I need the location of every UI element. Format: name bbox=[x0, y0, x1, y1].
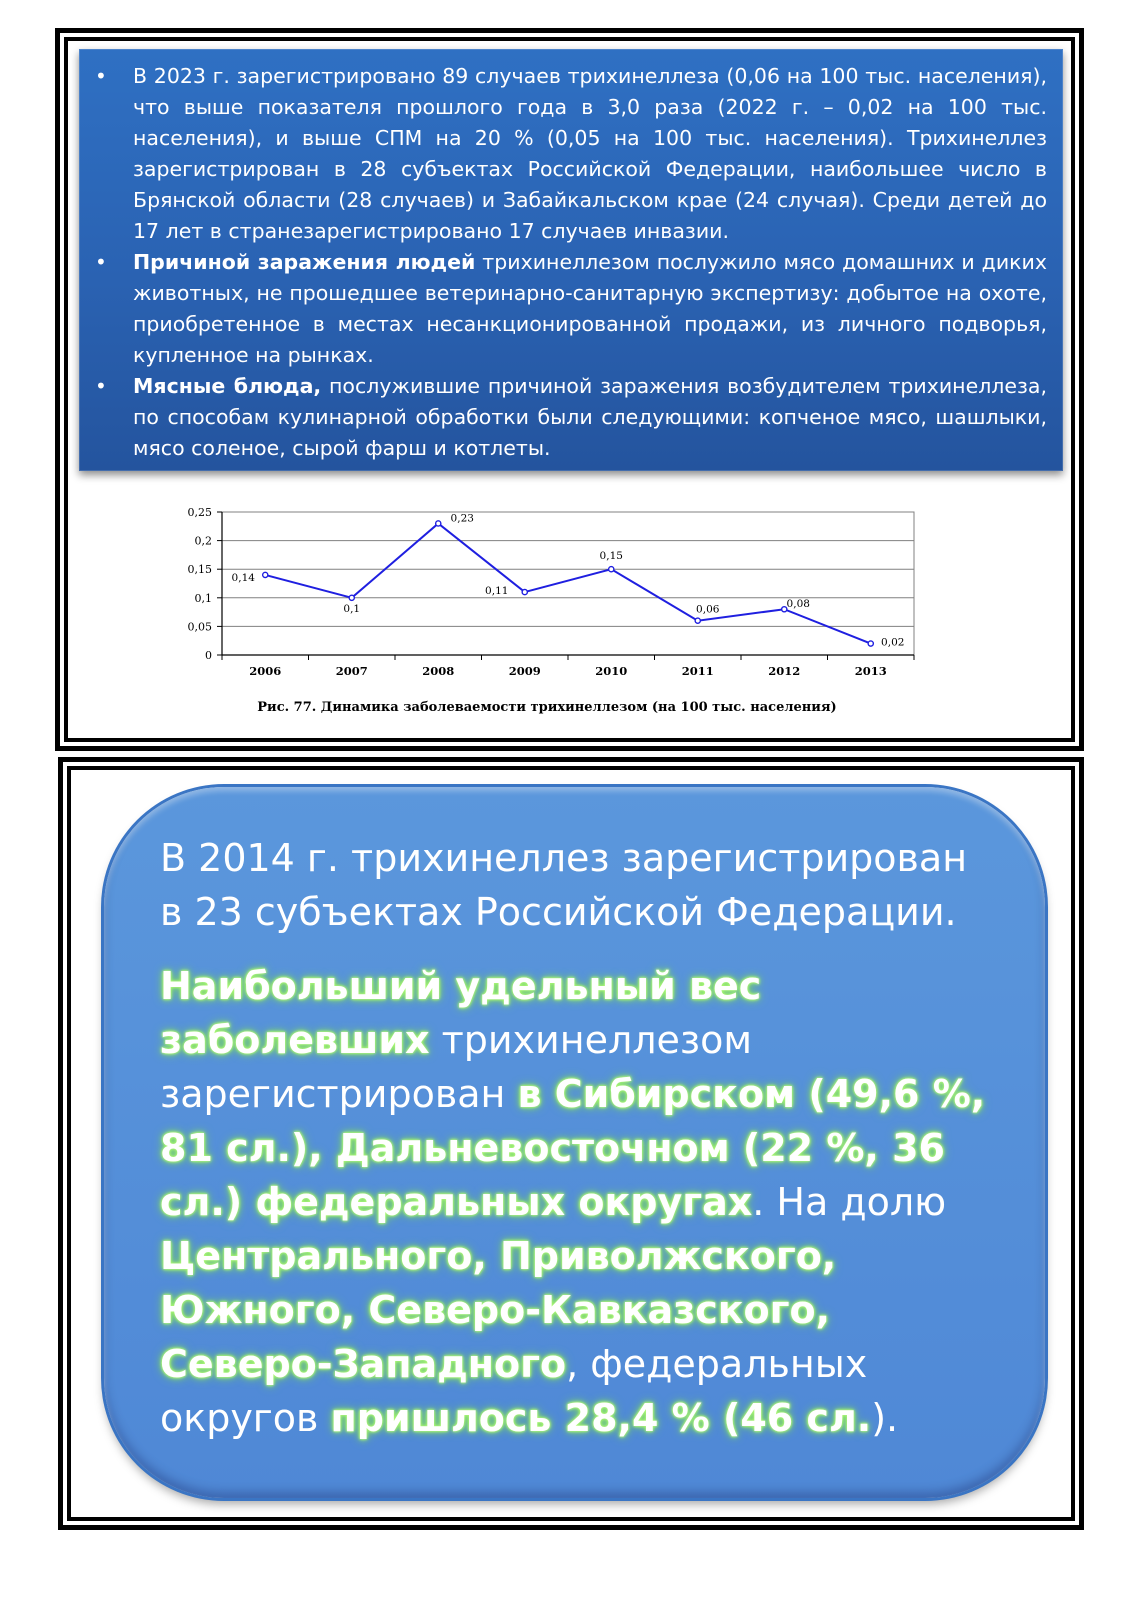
data-label: 0,14 bbox=[231, 571, 255, 584]
highlight-text: пришлось 28,4 % (46 сл. bbox=[330, 1396, 872, 1440]
x-tick-label: 2011 bbox=[681, 664, 714, 678]
top-panel-frame bbox=[55, 28, 1084, 751]
series-line bbox=[265, 523, 871, 643]
y-tick-label: 0,15 bbox=[187, 563, 212, 577]
x-tick-label: 2006 bbox=[249, 664, 282, 678]
data-point bbox=[349, 595, 354, 600]
chart-tick-labels bbox=[188, 506, 887, 678]
x-tick-label: 2007 bbox=[335, 664, 368, 678]
chart-caption: Рис. 77. Динамика заболеваемости трихинеллезом (на 100 тыс. населения) bbox=[257, 700, 837, 715]
bullet-icon: • bbox=[95, 374, 107, 398]
bullet-icon: • bbox=[95, 64, 107, 88]
bullet-icon: • bbox=[95, 250, 107, 274]
y-tick-label: 0,05 bbox=[187, 620, 212, 634]
summary-rounded-box bbox=[104, 787, 1045, 1498]
chart-series bbox=[263, 521, 874, 646]
x-tick-label: 2008 bbox=[422, 664, 455, 678]
bullet-text: В 2023 г. зарегистрировано 89 случаев трихинеллеза (0,06 на 100 тыс. населения), что выше показателя прошлого года в 3,0 раза (2022 г. – 0,02 на 100 тыс. населения), и выше СПМ на 20 % (0,05 на 100 тыс. населения). Трихинеллез зарегистрирован в 28 субъектах Российской Федерации, наибольшее число в Брянской области (28 случаев) и Забайкальском крае (24 случая). Среди детей до 17 лет в странезарегистрировано 17 случаев инвазии. bbox=[133, 64, 1047, 243]
y-tick-label: 0 bbox=[205, 649, 212, 662]
data-point bbox=[263, 572, 268, 577]
summary-details bbox=[160, 959, 997, 1445]
y-tick-label: 0,25 bbox=[187, 506, 212, 519]
chart-axes bbox=[217, 512, 914, 660]
incidence-line-chart bbox=[68, 41, 1071, 738]
bullet-bold-text: Причиной заражения людей bbox=[133, 250, 476, 274]
bullet-text: трихинеллезом послужило мясо домашних и диких животных, не прошедшее ветеринарно-санитарную экспертизу: добытое на охоте, приобретенное в местах несанкционированной продажи, из личного подворья, купленное на рынках. bbox=[133, 250, 1047, 367]
data-label: 0,1 bbox=[343, 602, 361, 615]
plain-text: трихинеллезом зарегистрирован bbox=[160, 1018, 753, 1116]
data-label: 0,11 bbox=[485, 585, 509, 598]
bullet-text: послужившие причиной заражения возбудителем трихинеллеза, по способам кулинарной обработки были следующими: копченое мясо, шашлыки, мясо соленое, сырой фарш и котлеты. bbox=[133, 374, 1047, 460]
data-label: 0,08 bbox=[786, 598, 810, 611]
y-tick-label: 0,1 bbox=[194, 591, 212, 605]
top-panel bbox=[68, 41, 1071, 738]
data-label: 0,15 bbox=[599, 550, 623, 563]
chart-grid bbox=[222, 512, 914, 655]
data-point bbox=[436, 521, 441, 526]
data-point bbox=[609, 567, 614, 572]
plain-text: , федеральных округов bbox=[160, 1342, 868, 1440]
bottom-panel-frame bbox=[58, 757, 1084, 1530]
y-tick-label: 0,2 bbox=[194, 534, 212, 548]
data-point bbox=[522, 589, 527, 594]
data-label: 0,23 bbox=[450, 512, 474, 525]
x-tick-label: 2013 bbox=[854, 664, 887, 678]
data-point bbox=[695, 618, 700, 623]
data-point bbox=[868, 641, 873, 646]
data-label: 0,06 bbox=[696, 603, 720, 616]
highlight-text: в Сибирском (49,6 %, 81 сл.), Дальневосточном (22 %, 36 сл.) федеральных округах bbox=[160, 1072, 986, 1224]
highlight-text: Наибольший удельный вес заболевших bbox=[160, 964, 762, 1062]
x-tick-label: 2012 bbox=[768, 664, 801, 678]
x-tick-label: 2009 bbox=[508, 664, 541, 678]
summary-intro: В 2014 г. трихинеллез зарегистрирован в 23 субъектах Российской Федерации. bbox=[160, 836, 968, 934]
data-label: 0,02 bbox=[881, 636, 905, 649]
plain-text: ). bbox=[871, 1396, 899, 1440]
bottom-panel bbox=[71, 770, 1071, 1517]
plot-border bbox=[222, 512, 914, 655]
plain-text: . На долю bbox=[752, 1180, 947, 1224]
x-tick-label: 2010 bbox=[595, 664, 628, 678]
highlight-text: Центрального, Приволжского, Южного, Северо-Кавказского, Северо-Западного bbox=[160, 1234, 837, 1386]
bullet-bold-text: Мясные блюда, bbox=[133, 374, 322, 398]
